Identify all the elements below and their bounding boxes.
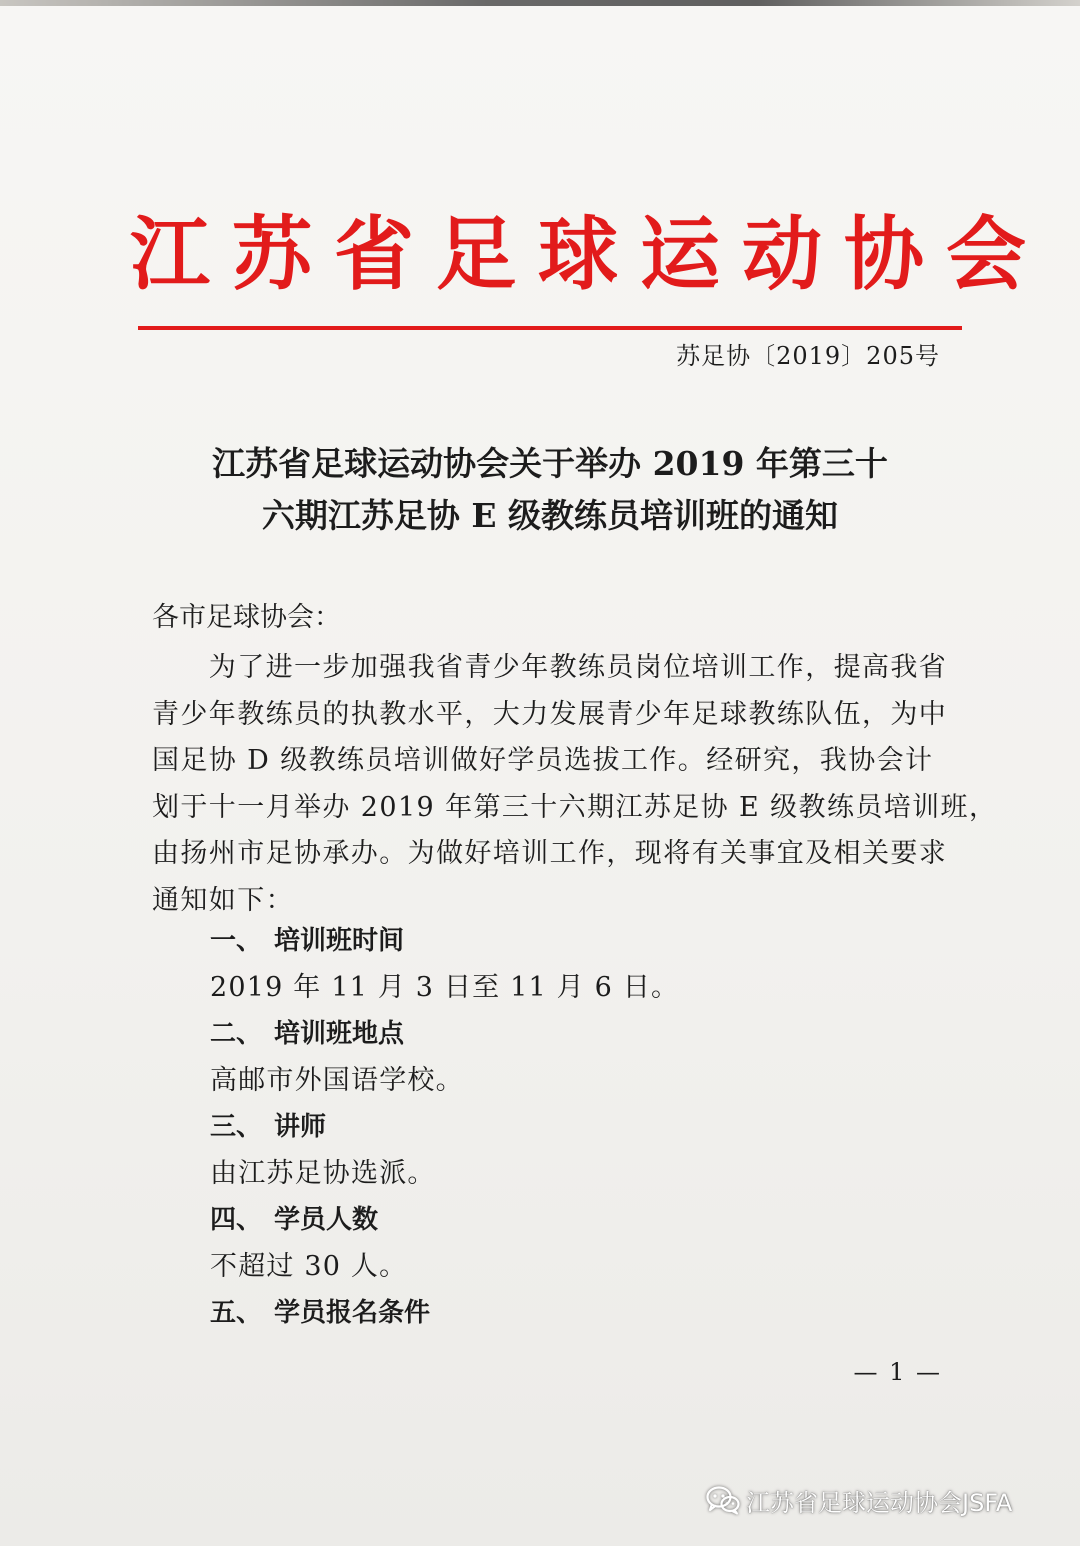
section-number: 二、 — [210, 1019, 263, 1049]
section-text-time: 2019 年 11 月 3 日至 11 月 6 日。 — [210, 971, 680, 1003]
section-heading-location — [210, 1011, 950, 1058]
notice-sections — [210, 918, 950, 1337]
body-paragraph — [152, 645, 998, 924]
section-heading-requirements — [210, 1290, 950, 1337]
body-line: 由扬州市足协承办。为做好培训工作，现将有关事宜及相关要求 — [152, 838, 948, 869]
section-title: 培训班时间 — [274, 926, 405, 956]
section-number: 三、 — [210, 1112, 263, 1142]
body-line: 通知如下： — [152, 884, 294, 916]
document-number: 苏足协〔2019〕205号 — [676, 342, 940, 370]
account-watermark — [706, 1482, 1012, 1518]
body-line: 国足协 D 级教练员培训做好学员选拔工作。经研究，我协会计 — [152, 745, 934, 776]
section-number: 四、 — [210, 1205, 263, 1235]
body-line: 划于十一月举办 2019 年第三十六期江苏足协 E 级教练员培训班， — [152, 791, 998, 823]
notice-title-line-2: 六期江苏足协 E 级教练员培训班的通知 — [261, 496, 839, 535]
notice-title — [120, 438, 980, 542]
section-text-location: 高邮市外国语学校。 — [210, 1064, 464, 1096]
page-top-edge — [0, 0, 1080, 6]
body-line: 为了进一步加强我省青少年教练员岗位培训工作，提高我省 — [152, 652, 948, 683]
section-number: 一、 — [210, 926, 263, 956]
section-title: 培训班地点 — [274, 1019, 405, 1049]
section-number: 五、 — [210, 1298, 263, 1328]
letterhead-organization: 江苏省足球运动协会 — [130, 208, 1048, 301]
letterhead-red-rule — [138, 326, 962, 330]
section-heading-trainee-count — [210, 1197, 950, 1244]
section-heading-time — [210, 918, 950, 965]
body-line: 青少年教练员的执教水平，大力发展青少年足球教练队伍，为中 — [152, 698, 948, 730]
page-number: — 1 — — [853, 1358, 942, 1386]
section-title: 学员人数 — [274, 1205, 379, 1235]
notice-title-line-1: 江苏省足球运动协会关于举办 2019 年第三十 — [212, 444, 888, 483]
section-title: 讲师 — [274, 1112, 327, 1142]
wechat-icon — [706, 1485, 740, 1515]
section-text-instructors: 由江苏足协选派。 — [210, 1157, 436, 1189]
watermark-text: 江苏省足球运动协会JSFA — [746, 1488, 1013, 1517]
section-text-trainee-count: 不超过 30 人。 — [210, 1250, 408, 1282]
section-title: 学员报名条件 — [274, 1298, 431, 1328]
section-heading-instructors — [210, 1104, 950, 1151]
salutation: 各市足球协会： — [152, 602, 341, 633]
